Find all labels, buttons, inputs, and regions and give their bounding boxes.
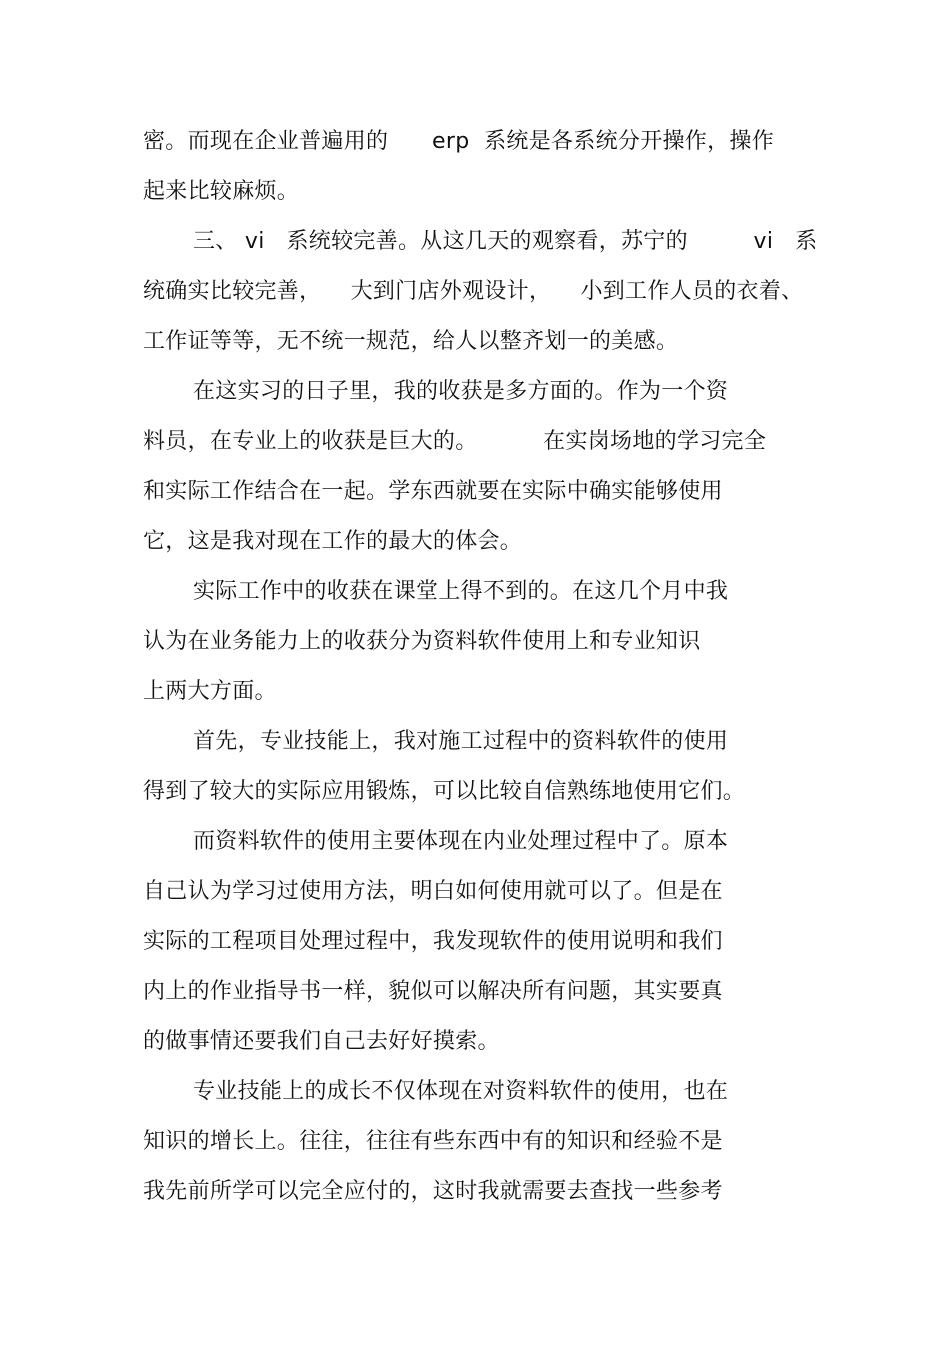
- text-line: 我先前所学可以完全应付的，这时我就需要去查找一些参考: [143, 1179, 723, 1204]
- text-line: 上两大方面。: [143, 679, 277, 704]
- text-line: 专业技能上的成长不仅体现在对资料软件的使用，也在: [193, 1079, 729, 1104]
- text-line: 而资料软件的使用主要体现在内业处理过程中了。原本: [193, 829, 729, 854]
- text-line: 密。而现在企业普遍用的 erp 系统是各系统分开操作，操作: [143, 129, 774, 154]
- text-line: 自己认为学习过使用方法，明白如何使用就可以了。但是在: [143, 879, 723, 904]
- text-line: 的做事情还要我们自己去好好摸索。: [143, 1029, 500, 1054]
- text-line: 实际的工程项目处理过程中，我发现软件的使用说明和我们: [143, 929, 723, 954]
- text-line: 内上的作业指导书一样，貌似可以解决所有问题，其实要真: [143, 979, 723, 1004]
- text-line: 工作证等等，无不统一规范，给人以整齐划一的美感。: [143, 329, 679, 354]
- text-line: 得到了较大的实际应用锻炼，可以比较自信熟练地使用它们。: [143, 779, 746, 804]
- text-line: 统确实比较完善， 大到门店外观设计， 小到工作人员的衣着、: [143, 279, 804, 304]
- text-line: 首先，专业技能上，我对施工过程中的资料软件的使用: [193, 729, 729, 754]
- text-line: 三、 vi 系统较完善。从这几天的观察看，苏宁的 vi 系: [193, 229, 818, 254]
- text-line: 和实际工作结合在一起。学东西就要在实际中确实能够使用: [143, 479, 723, 504]
- text-line: 它，这是我对现在工作的最大的体会。: [143, 529, 523, 554]
- text-line: 知识的增长上。往往，往往有些东西中有的知识和经验不是: [143, 1129, 723, 1154]
- text-line: 在这实习的日子里，我的收获是多方面的。作为一个资: [193, 379, 729, 404]
- text-line: 料员，在专业上的收获是巨大的。 在实岗场地的学习完全: [143, 429, 767, 454]
- text-line: 起来比较麻烦。: [143, 179, 300, 204]
- text-line: 实际工作中的收获在课堂上得不到的。在这几个月中我: [193, 579, 729, 604]
- text-line: 认为在业务能力上的收获分为资料软件使用上和专业知识: [143, 629, 701, 654]
